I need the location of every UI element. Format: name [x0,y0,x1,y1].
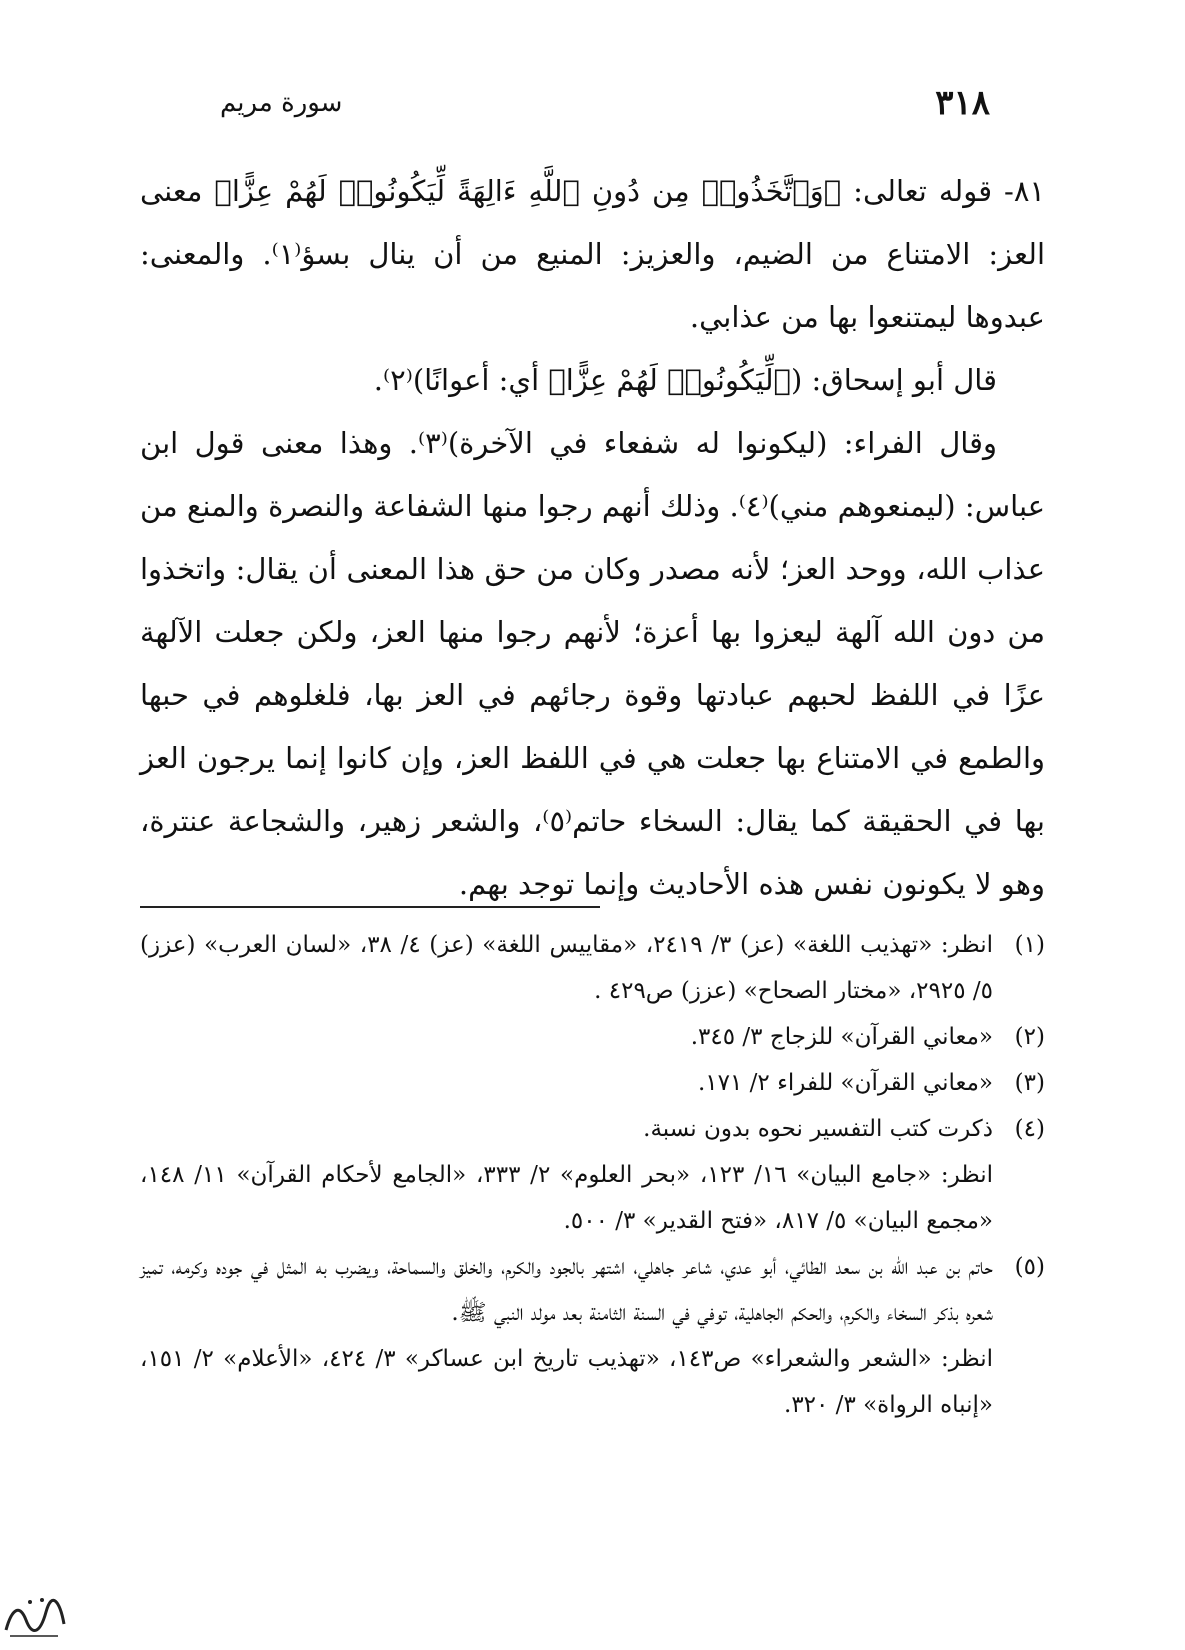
footnote-5 [140,1244,1045,1428]
paragraph-abu-ishaq: قال أبو إسحاق: (﴿لِّيَكُونُوا۟ لَهُمْ عِزًّا﴾ أي: أعوانًا)⁽٢⁾. [373,363,997,397]
footnote-number: (٥) [1014,1254,1045,1280]
paragraph-al-farra: وقال الفراء: (ليكونوا له شفعاء في الآخرة)⁽٣⁾. وهذا معنى قول ابن عباس: (ليمنعوهم مني)⁽٤⁾. وذلك أنهم رجوا منها الشفاعة والنصرة والمنع من عذاب الله، ووحد العز؛ لأنه مصدر وكان من حق هذا المعنى أن يقال: واتخذوا من دون الله آلهة ليعزوا بها أعزة؛ لأنهم رجوا منها العز، ولكن جعلت الآلهة عزًا في اللفظ لحبهم عبادتها وقوة رجائهم في العز بها، فلغلوهم في حبها والطمع في الامتناع بها جعلت هي في اللفظ العز، وإن كانوا إنما يرجون العز بها في الحقيقة كما يقال: السخاء حاتم⁽٥⁾، والشعر زهير، والشجاعة عنترة، وهو لا يكونون نفس هذه الأحاديث وإنما توجد بهم. [140,426,1045,901]
footnote-number: (٢) [1014,1024,1045,1050]
footnote-2 [140,1014,1045,1060]
footnote-text: انظر: «جامع البيان» ١٦/ ١٢٣، «بحر العلوم» ٢/ ٣٣٣، «الجامع لأحكام القرآن» ١١/ ١٤٨، «مجمع البيان» ٥/ ٨١٧، «فتح القدير» ٣/ ٥٠٠. [140,1162,994,1234]
page-number: ٣١٨ [935,83,990,123]
footnote-3 [140,1060,1045,1106]
footnote-text: انظر: «الشعر والشعراء» ص١٤٣، «تهذيب تاريخ ابن عساكر» ٣/ ٤٢٤، «الأعلام» ٢/ ١٥١، «إنباه الرواة» ٣/ ٣٢٠. [140,1346,994,1418]
footnote-number: (٤) [1014,1116,1045,1142]
footnote-text: انظر: «تهذيب اللغة» (عز) ٣/ ٢٤١٩، «مقاييس اللغة» (عز) ٤/ ٣٨، «لسان العرب» (عزز) ٥/ ٢٩٢٥، «مختار الصحاح» (عزز) ص٤٢٩ . [140,932,994,1004]
main-text [140,160,1045,916]
page-header [220,78,990,128]
footnotes [140,922,1045,1428]
footnote-text: ذكرت كتب التفسير نحوه بدون نسبة. [643,1116,993,1142]
surah-name: سورة مريم [220,88,343,118]
footnote-text: «معاني القرآن» للزجاج ٣/ ٣٤٥. [690,1024,993,1050]
footnote-4 [140,1106,1045,1244]
paragraph-verse-81: ٨١- قوله تعالى: ﴿وَٱتَّخَذُوا۟ مِن دُونِ ٱللَّهِ ءَالِهَةً لِّيَكُونُوا۟ لَهُمْ عِزًّا﴾ معنى العز: الامتناع من الضيم، والعزيز: المنيع من أن ينال بسؤ⁽١⁾. والمعنى: عبدوها ليمتنعوا بها من عذابي. [140,174,1045,334]
footnote-number: (١) [1014,932,1045,958]
footnote-text: «معاني القرآن» للفراء ٢/ ١٧١. [697,1070,993,1096]
footnote-text: حاتم بن عبد الله بن سعد الطائي، أبو عدي، شاعر جاهلي، اشتهر بالجود والكرم، والخلق والسماحة، ويضرب به المثل في جوده وكرمه، تميز شعره بذكر السخاء والكرم، والحكم الجاهلية، توفي في السنة الثامنة بعد مولد النبي ﷺ. [140,1254,993,1326]
footnote-number: (٣) [1014,1070,1045,1096]
calligraphy-logo-icon [0,1590,70,1645]
publisher-logo-icon [0,1590,70,1645]
footnote-1 [140,922,1045,1014]
footnote-separator [140,906,600,908]
